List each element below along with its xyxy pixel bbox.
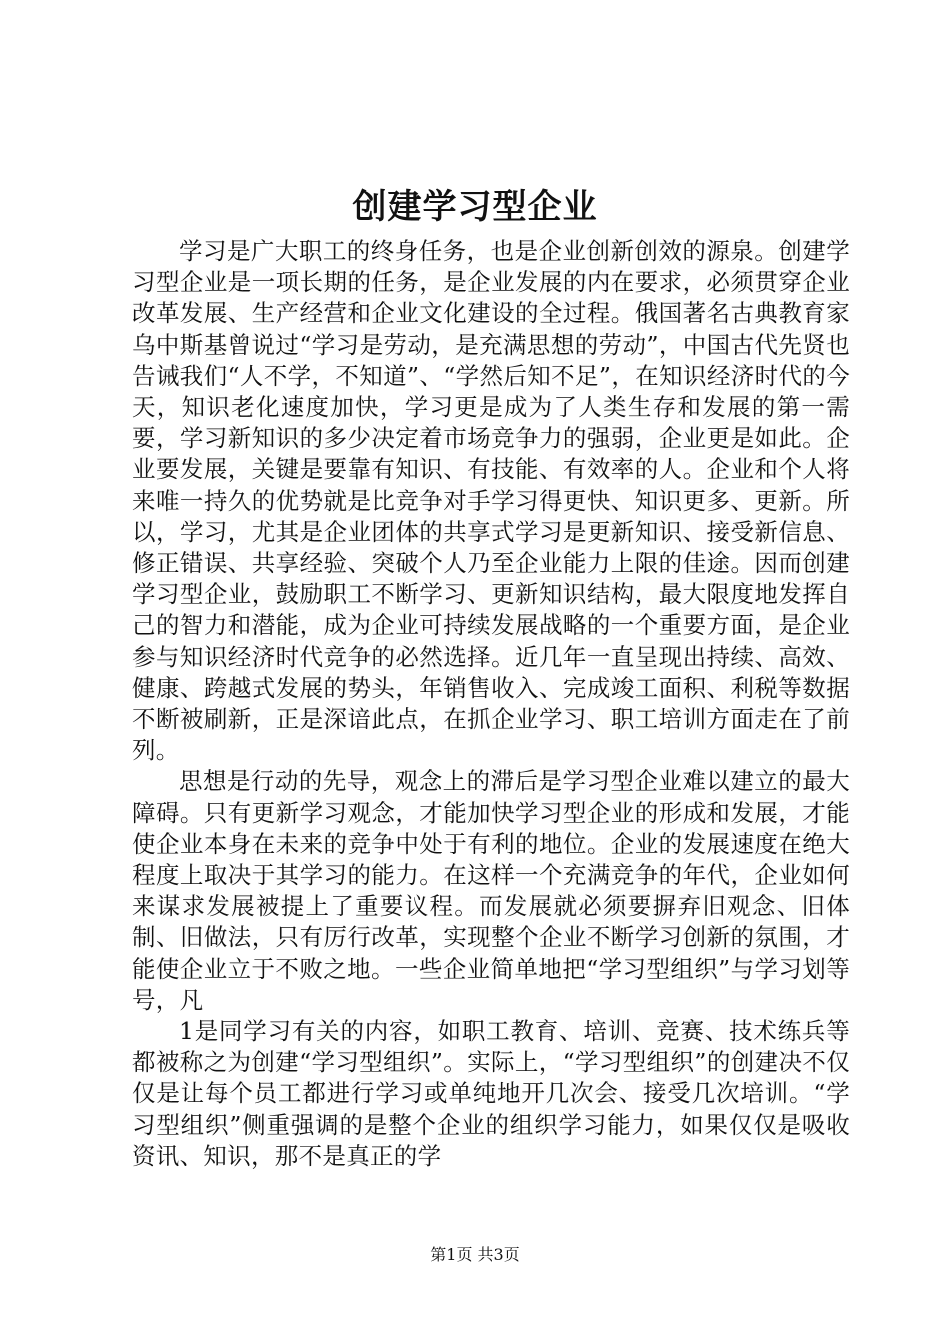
document-body [132, 236, 850, 1172]
paragraph-3: 1是同学习有关的内容，如职工教育、培训、竞赛、技术练兵等都被称之为创建“学习型组织”。实际上，“学习型组织”的创建决不仅仅是让每个员工都进行学习或单纯地开几次会、接受几次培训。“学习型组织”侧重强调的是整个企业的组织学习能力，如果仅仅是吸收资讯、知识，那不是真正的学 [132, 1017, 850, 1170]
document-title: 创建学习型企业 [352, 187, 598, 227]
paragraph-1: 学习是广大职工的终身任务，也是企业创新创效的源泉。创建学习型企业是一项长期的任务，是企业发展的内在要求，必须贯穿企业改革发展、生产经营和企业文化建设的全过程。俄国著名古典教育家乌中斯基曾说过“学习是劳动，是充满思想的劳动”，中国古代先贤也告诫我们“人不学，不知道”、“学然后知不足”，在知识经济时代的今天，知识老化速度加快，学习更是成为了人类生存和发展的第一需要，学习新知识的多少决定着市场竞争力的强弱，企业更是如此。企业要发展，关键是要靠有知识、有技能、有效率的人。企业和个人将来唯一持久的优势就是比竞争对手学习得更快、知识更多、更新。所以，学习，尤其是企业团体的共享式学习是更新知识、接受新信息、修正错误、共享经验、突破个人乃至企业能力上限的佳途。因而创建学习型企业，鼓励职工不断学习、更新知识结构，最大限度地发挥自己的智力和潜能，成为企业可持续发展战略的一个重要方面，是企业参与知识经济时代竞争的必然选择。近几年一直呈现出持续、高效、健康、跨越式发展的势头，年销售收入、完成竣工面积、利税等数据不断被刷新，正是深谙此点，在抓企业学习、职工培训方面走在了前列。 [132, 237, 850, 765]
page-footer: 第1页 共3页 [430, 1245, 520, 1264]
paragraph-2: 思想是行动的先导，观念上的滞后是学习型企业难以建立的最大障碍。只有更新学习观念，才能加快学习型企业的形成和发展，才能使企业本身在未来的竞争中处于有利的地位。企业的发展速度在绝大程度上取决于其学习的能力。在这样一个充满竞争的年代，企业如何来谋求发展被提上了重要议程。而发展就必须要摒弃旧观念、旧体制、旧做法，只有厉行改革，实现整个企业不断学习创新的氛围，才能使企业立于不败之地。一些企业简单地把“学习型组织”与学习划等号，凡 [132, 767, 850, 1014]
